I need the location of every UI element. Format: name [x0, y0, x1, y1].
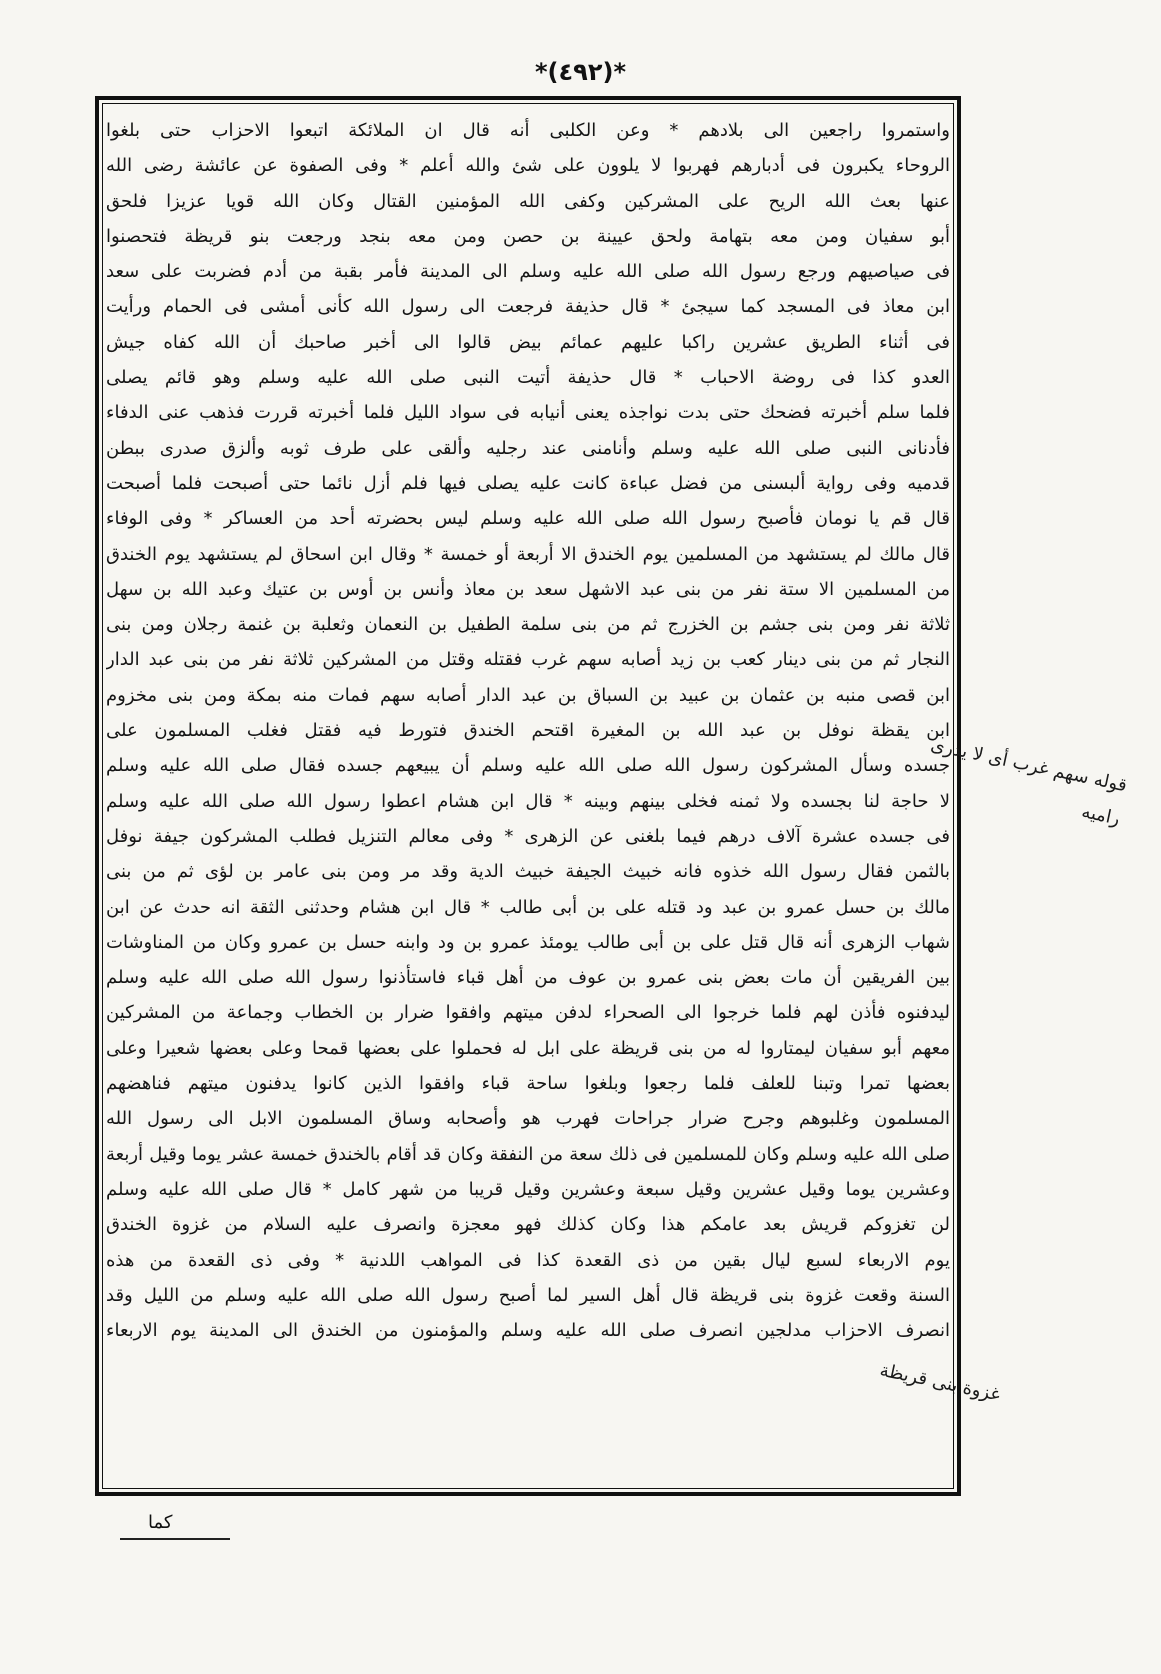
text-line: ابن معاذ فى المسجد كما سيجئ * قال حذيفة فرجعت الى رسول الله كأنى أمشى فى الحمام ورأيت: [106, 296, 950, 318]
text-line: الروحاء يكبرون فى أدبارهم فهربوا لا يلوون على شئ والله أعلم * وفى الصفوة عن عائشة رضى الله: [106, 155, 950, 177]
text-line: أبو سفيان ومن معه بتهامة ولحق عيينة بن حصن ومن معه بنجد ورجعت بنو قريظة فتحصنوا: [106, 225, 950, 247]
text-line: ليدفنوه فأذن لهم فلما خرجوا الى الصحراء لدفن ميتهم وافقوا ضرار بن الخطاب وجماعة من المشركين: [106, 1002, 950, 1024]
text-line: فى أثناء الطريق عشرين راكبا عليهم عمائم بيض قالوا الى أخبر صاحبك أن الله كفاه جيش: [106, 331, 950, 353]
text-line: فى جسده عشرة آلاف درهم فيما بلغنى عن الزهرى * وفى معالم التنزيل فطلب المشركون جيفة نوفل: [106, 825, 950, 847]
text-line: عنها بعث الله الريح على المشركين وكفى الله المؤمنين القتال وكان الله قويا عزيزا فلحق: [106, 190, 950, 212]
text-line: جسده وسأل المشركون رسول الله صلى الله عليه وسلم أن يبيعهم جسده فقال صلى الله عليه وسلم: [106, 755, 950, 777]
text-line: فأدنانى النبى صلى الله عليه وسلم وأنامنى عند رجليه وألقى على طرف ثوبه وألزق صدرى ببطن: [106, 437, 950, 459]
main-text-block: [106, 113, 950, 1348]
text-line: ابن قصى منبه بن عثمان بن عبيد بن السباق بن عبد الدار أصابه سهم فمات منه بمكة ومن بنى مخزوم: [106, 684, 950, 706]
text-line: ابن يقظة نوفل بن عبد الله بن المغيرة اقتحم الخندق فتورط فيه فقتل فغلب المسلمون على: [106, 720, 950, 742]
text-line: النجار ثم من بنى دينار كعب بن زيد أصابه سهم غرب فقتله وقتل من المشركين ثلاثة نفر من بنى عبد الدار: [106, 649, 950, 671]
catchword: كما: [148, 1512, 173, 1533]
text-line: المسلمون وغلبوهم وجرح ضرار جراحات فهرب هو وأصحابه وساق المسلمون الابل الى رسول الله: [106, 1108, 950, 1130]
text-line: بين الفريقين أن مات بعض بنى عمرو بن عوف من أهل قباء فاستأذنوا رسول الله صلى الله عليه وسلم: [106, 967, 950, 989]
text-line: انصرف الاحزاب مدلجين انصرف صلى الله عليه وسلم والمؤمنون من الخندق الى المدينة يوم الاربعاء: [106, 1320, 950, 1342]
page-number: *(٤٩٢)*: [534, 58, 626, 86]
text-line: لن تغزوكم قريش بعد عامكم هذا وكان كذلك فهو معجزة وانصرف عليه السلام من غزوة الخندق: [106, 1214, 950, 1236]
margin-note-line: راميه: [1079, 801, 1122, 830]
text-line: وعشرين يوما وقيل عشرين وقيل سبعة وعشرين وقيل قريبا من شهر كامل * قال صلى الله عليه وسلم: [106, 1178, 950, 1200]
margin-note-ghazwat-bani-qurayza: غزوة بنى قريظة: [877, 1359, 1002, 1406]
text-line: مالك بن حسل عمرو بن عبد ود قتله على بن أبى طالب * قال ابن هشام وحدثنى الثقة انه حدث عن ابن: [106, 896, 950, 918]
margin-note-line: قوله سهم غرب أى لا يدرى: [928, 734, 1129, 797]
text-line: السنة وقعت غزوة بنى قريظة قال أهل السير لما أصبح رسول الله صلى الله عليه وسلم من الليل وقد: [106, 1284, 950, 1306]
text-line: بالثمن فقال رسول الله خذوه فانه خبيث الجيفة خبيث الدية وقد مر ومن بنى عامر بن لؤى ثم من بنى: [106, 861, 950, 883]
text-line: صلى الله عليه وسلم وكان للمسلمين فى ذلك سعة من النفقة وكان قد أقام بالخندق خمسة عشر يوما وقيل أربعة: [106, 1143, 950, 1165]
catchword-rule: [120, 1538, 230, 1540]
text-line: يوم الاربعاء لسبع ليال بقين من ذى القعدة كذا فى المواهب اللدنية * وفى ذى القعدة من هذه: [106, 1249, 950, 1271]
text-line: قال قم يا نومان فأصبح رسول الله صلى الله عليه وسلم ليس بحضرته أحد من العساكر * وفى الوفاء: [106, 508, 950, 530]
text-line: العدو كذا فى روضة الاحباب * قال حذيفة أتيت النبى صلى الله عليه وسلم وهو قائم يصلى: [106, 367, 950, 389]
text-line: شهاب الزهرى أنه قال قتل على بن أبى طالب يومئذ عمرو بن ود وابنه حسل بن عمرو وكان من المناوشات: [106, 931, 950, 953]
text-line: فلما سلم أخبرته فضحك حتى بدت نواجذه يعنى أنيابه فى سواد الليل فلما أخبرته قررت فذهب عنى الدفاء: [106, 402, 950, 424]
text-line: لا حاجة لنا بجسده ولا ثمنه فخلى بينهم وبينه * قال ابن هشام اعطوا رسول الله صلى الله عليه وسلم: [106, 790, 950, 812]
text-line: قال مالك لم يستشهد من المسلمين يوم الخندق الا أربعة أو خمسة * وقال ابن اسحاق لم يستشهد يوم الخندق: [106, 543, 950, 565]
text-line: بعضها تمرا وتبنا للعلف فلما رجعوا وبلغوا ساحة قباء وافقوا الذين كانوا يدفنون ميتهم فناهضهم: [106, 1073, 950, 1095]
text-line: واستمروا راجعين الى بلادهم * وعن الكلبى أنه قال ان الملائكة اتبعوا الاحزاب حتى بلغوا: [106, 120, 950, 141]
text-line: قدميه وفى رواية ألبسنى من فضل عباءة كانت عليه يصلى فيها فلم أزل نائما حتى أصبحت فلما أصبحت: [106, 472, 950, 494]
text-line: فى صياصيهم ورجع رسول الله صلى الله عليه وسلم الى المدينة فأمر بقبة من أدم فضربت على سعد: [106, 261, 950, 283]
text-line: معهم أبو سفيان ليمتاروا له من بنى قريظة على ابل له فحملوا على بعضها قمحا وعلى بعضها شعيرا وعلى: [106, 1037, 950, 1059]
text-line: من المسلمين الا ستة نفر من بنى عبد الاشهل سعد بن معاذ وأنس بن أوس بن عتيك وعبد الله بن سهل: [106, 578, 950, 600]
text-line: ثلاثة نفر ومن بنى جشم بن الخزرج ثم من بنى سلمة الطفيل بن النعمان وثعلبة بن غنمة رجلان ومن بنى: [106, 614, 950, 636]
